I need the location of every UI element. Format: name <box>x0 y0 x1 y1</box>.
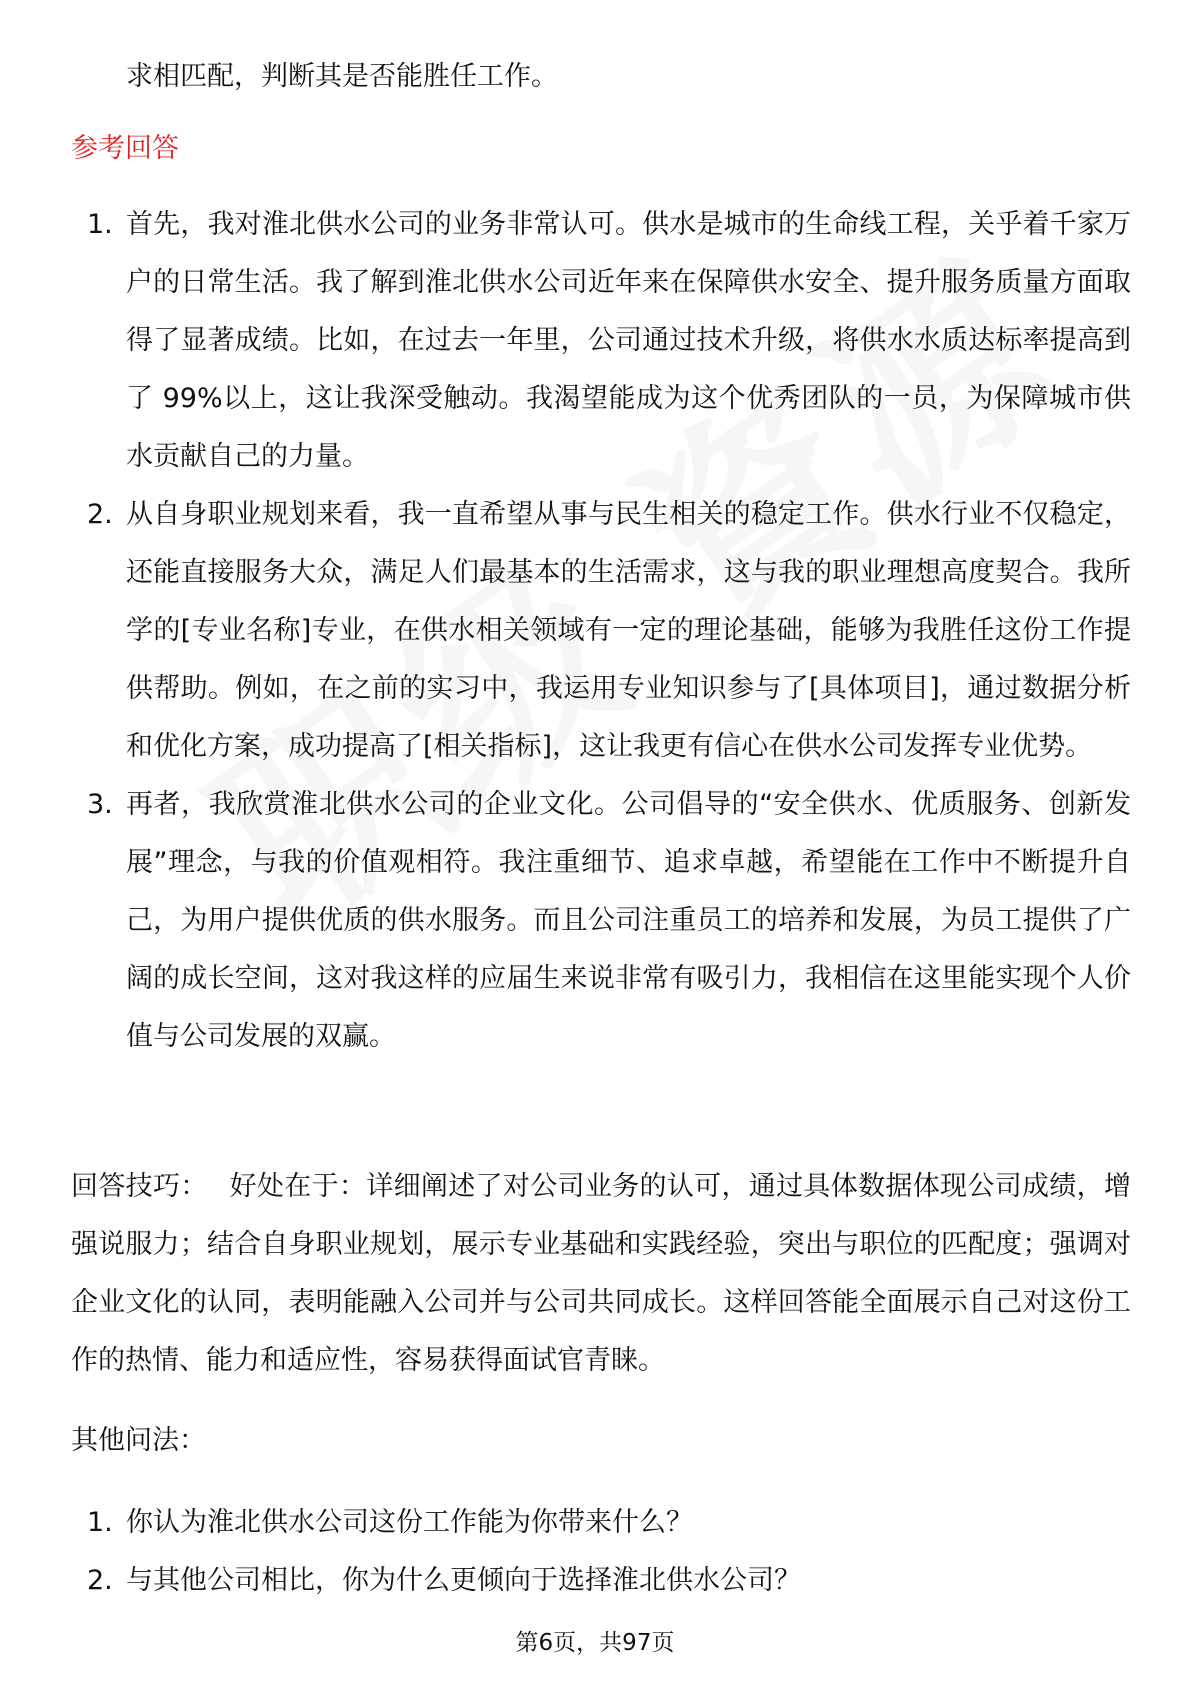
list-item <box>71 776 1131 1066</box>
answer-tips <box>71 1158 1131 1390</box>
tips-text: 好处在于：详细阐述了对公司业务的认可，通过具体数据体现公司成绩，增强说服力；结合自身职业规划，展示专业基础和实践经验，突出与职位的匹配度；强调对企业文化的认同，表明能融入公司并与公司共同成长。这样回答能全面展示自己对这份工作的热情、能力和适应性，容易获得面试官青睐。 <box>71 1171 1132 1376</box>
answer-list <box>71 196 1131 1066</box>
list-number: 1. <box>87 1507 113 1538</box>
list-number: 2. <box>87 499 113 530</box>
tips-label: 回答技巧： <box>71 1171 208 1202</box>
list-number: 3. <box>87 789 113 820</box>
list-item <box>71 1552 1131 1610</box>
list-number: 2. <box>87 1565 113 1596</box>
list-item-text: 与其他公司相比，你为什么更倾向于选择淮北供水公司？ <box>126 1565 801 1596</box>
list-item <box>71 486 1131 776</box>
list-item-text: 再者，我欣赏淮北供水公司的企业文化。公司倡导的“安全供水、优质服务、创新发展”理念，与我的价值观相符。我注重细节、追求卓越，希望能在工作中不断提升自己，为用户提供优质的供水服务。而且公司注重员工的培养和发展，为员工提供了广阔的成长空间，这对我这样的应届生来说非常有吸引力，我相信在这里能实现个人价值与公司发展的双赢。 <box>126 789 1131 1052</box>
section-title-reference-answer: 参考回答 <box>71 133 179 164</box>
other-questions-list <box>71 1494 1131 1610</box>
list-item <box>71 196 1131 486</box>
list-item <box>71 1494 1131 1552</box>
lead-line: 求相匹配，判断其是否能胜任工作。 <box>126 61 558 92</box>
list-number: 1. <box>87 209 113 240</box>
list-item-text: 你认为淮北供水公司这份工作能为你带来什么？ <box>126 1507 693 1538</box>
list-item-text: 从自身职业规划来看，我一直希望从事与民生相关的稳定工作。供水行业不仅稳定，还能直接服务大众，满足人们最基本的生活需求，这与我的职业理想高度契合。我所学的[专业名称]专业，在供水相关领域有一定的理论基础，能够为我胜任这份工作提供帮助。例如，在之前的实习中，我运用专业知识参与了[具体项目]，通过数据分析和优化方案，成功提高了[相关指标]，这让我更有信心在供水公司发挥专业优势。 <box>126 499 1131 762</box>
list-item-text: 首先，我对淮北供水公司的业务非常认可。供水是城市的生命线工程，关乎着千家万户的日常生活。我了解到淮北供水公司近年来在保障供水安全、提升服务质量方面取得了显著成绩。比如，在过去一年里，公司通过技术升级，将供水水质达标率提高到了 99%以上，这让我深受触动。我渴望能成为这个优秀团队的一员，为保障城市供水贡献自己的力量。 <box>126 209 1131 472</box>
other-questions-title: 其他问法： <box>71 1425 206 1456</box>
page-footer: 第6页，共97页 <box>515 1630 675 1656</box>
